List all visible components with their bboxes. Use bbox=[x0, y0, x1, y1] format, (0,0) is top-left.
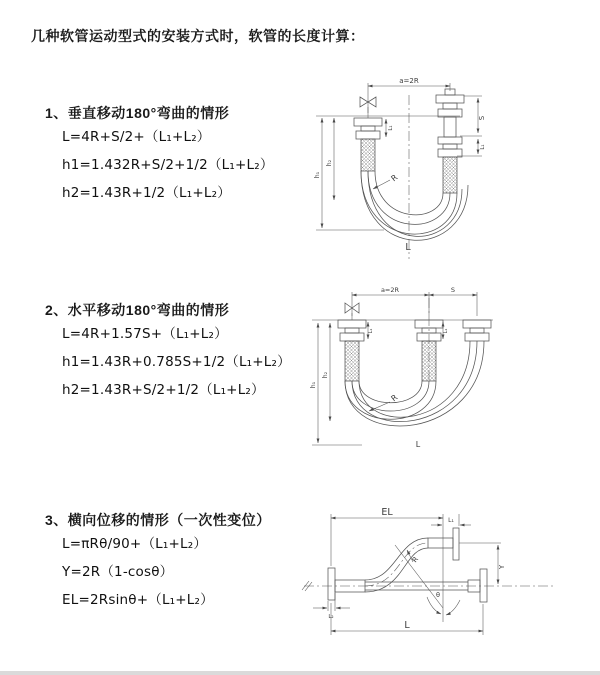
dim-theta-label: θ bbox=[436, 591, 440, 599]
angle-arc-right bbox=[446, 600, 460, 615]
dim-l-label: L bbox=[404, 620, 410, 631]
dimension-lines bbox=[313, 514, 501, 635]
formula-s3-L: L=πRθ/90+（L₁+L₂） bbox=[62, 536, 208, 552]
diagram-horizontal-180-bend bbox=[306, 280, 591, 452]
right-pipe-fitting bbox=[436, 89, 464, 193]
formula-s1-L: L=4R+S/2+（L₁+L₂） bbox=[62, 129, 211, 145]
dim-l1-label: L₁ bbox=[448, 517, 454, 524]
dim-s-label: S bbox=[450, 286, 456, 294]
dim-h1-label: h₁ bbox=[310, 381, 317, 389]
formula-s2-L: L=4R+1.57S+（L₁+L₂） bbox=[62, 326, 228, 342]
angle-arc-left bbox=[427, 597, 441, 614]
dim-l2-label: L₂ bbox=[328, 614, 334, 620]
ext-lines-top bbox=[352, 292, 477, 316]
diagram-lateral-displacement bbox=[300, 500, 600, 650]
dimension-labels bbox=[328, 507, 506, 631]
hose-u-bends bbox=[345, 341, 484, 426]
dim-l1-right-label: L₁ bbox=[480, 144, 486, 150]
dim-el-label: EL bbox=[381, 507, 393, 518]
section-horizontal-bend bbox=[45, 300, 291, 404]
dim-h2-label: h₂ bbox=[326, 159, 333, 167]
formula-s2-h2: h2=1.43R+S/2+1/2（L₁+L₂） bbox=[62, 382, 265, 398]
dim-h2-label: h₂ bbox=[322, 371, 329, 379]
dim-r-label: R bbox=[410, 555, 421, 565]
scan-edge bbox=[0, 671, 600, 675]
dim-l1-left-label: L₁ bbox=[388, 125, 394, 131]
section-2-heading: 2、水平移动180°弯曲的情形 bbox=[45, 302, 230, 318]
dim-l-label: L bbox=[415, 440, 421, 449]
dim-h1-label: h₁ bbox=[314, 171, 321, 179]
formula-s2-h1: h1=1.43R+0.785S+1/2（L₁+L₂） bbox=[62, 354, 291, 370]
section-lateral-displacement bbox=[45, 510, 271, 614]
formula-s3-EL: EL=2Rsinθ+（L₁+L₂） bbox=[62, 592, 214, 608]
formula-s3-Y: Y=2R（1-cosθ） bbox=[62, 564, 174, 580]
formula-s1-h1: h1=1.432R+S/2+1/2（L₁+L₂） bbox=[62, 157, 274, 173]
left-flange-fitting bbox=[328, 568, 365, 600]
dim-r-label: R bbox=[389, 392, 400, 404]
section-3-heading: 3、横向位移的情形（一次性变位） bbox=[45, 512, 271, 528]
formula-s1-h2: h2=1.43R+1/2（L₁+L₂） bbox=[62, 185, 231, 201]
dim-a2r-label: a=2R bbox=[380, 286, 400, 294]
dim-l-label: L bbox=[405, 242, 411, 253]
diagram-vertical-180-bend bbox=[310, 73, 582, 265]
dim-a2r-label: a=2R bbox=[399, 77, 419, 85]
dim-l1-mid-label: L₁ bbox=[443, 328, 449, 334]
dim-s-label: S bbox=[478, 115, 486, 121]
drawing-geometry bbox=[302, 528, 556, 608]
drawing-geometry bbox=[312, 298, 493, 426]
section-vertical-bend bbox=[45, 103, 274, 207]
dimension-lines bbox=[312, 292, 477, 445]
moved-pipe-fitting bbox=[463, 320, 491, 341]
dim-l1-left-label: L₁ bbox=[368, 328, 374, 334]
dimension-labels bbox=[314, 77, 486, 253]
dim-r-label: R bbox=[389, 172, 400, 184]
left-pipe-fitting bbox=[338, 320, 366, 381]
dim-y-label: Y bbox=[498, 564, 506, 570]
left-pipe-fitting bbox=[354, 118, 382, 171]
ext-lines-l2 bbox=[328, 593, 335, 611]
section-1-heading: 1、垂直移动180°弯曲的情形 bbox=[45, 105, 230, 121]
page-title: 几种软管运动型式的安装方式时，软管的长度计算： bbox=[31, 28, 365, 44]
